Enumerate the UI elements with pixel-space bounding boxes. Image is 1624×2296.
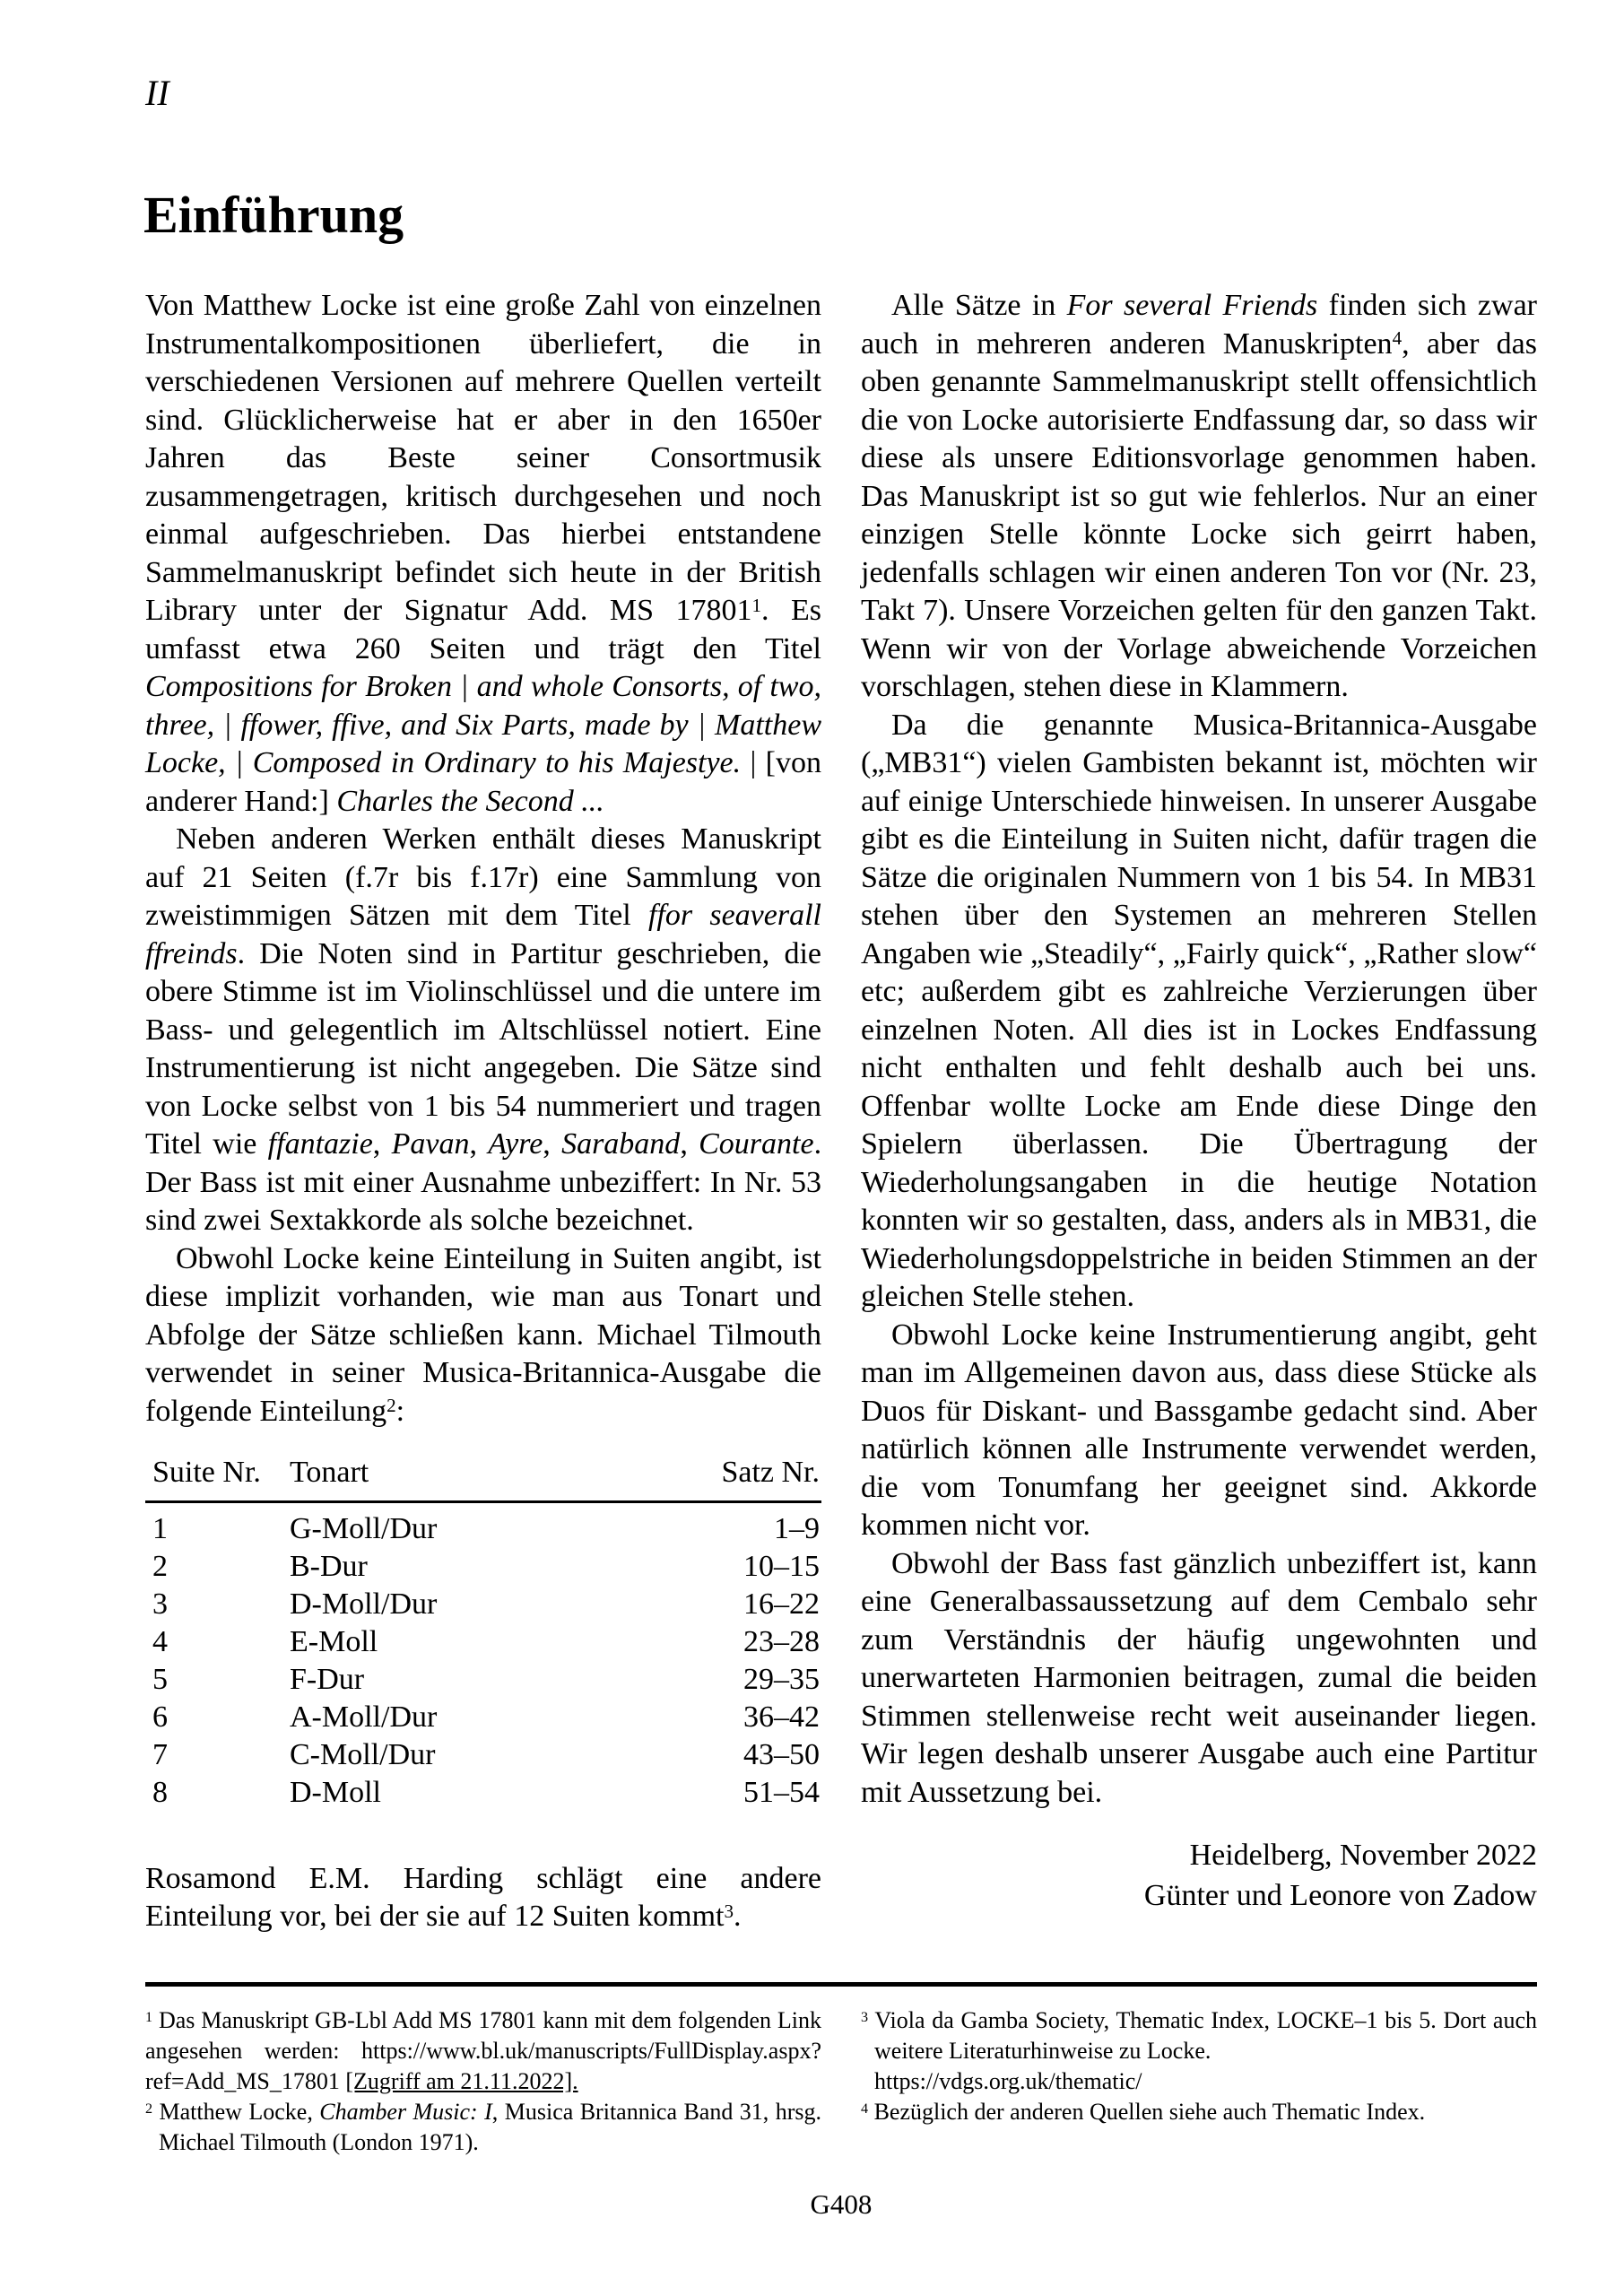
catalog-number: G408 (810, 2188, 873, 2220)
tonart-value: F-Dur (290, 1662, 365, 1696)
tonart-value: B-Dur (290, 1549, 368, 1583)
satz-range: 36–42 (743, 1700, 820, 1734)
suite-number: 3 (152, 1587, 168, 1621)
suite-number: 5 (152, 1662, 168, 1696)
column-header-suite-nr: Suite Nr. (145, 1454, 282, 1501)
suite-number: 7 (152, 1737, 168, 1771)
table-row (145, 1661, 821, 1699)
footnote-2: $^2$ Matthew Locke, Chamber Music: I, Musica Britannica Band 31, hrsg. Michael Tilmouth (London 1971). (145, 2099, 821, 2155)
table-row (145, 1774, 821, 1812)
satz-range: 43–50 (743, 1737, 820, 1771)
tonart-value: A-Moll/Dur (290, 1700, 438, 1734)
paragraph: Obwohl Locke keine Instrumentierung angibt, geht man im Allgemeinen davon aus, dass diese Stücke als Duos für Diskant- und Bassgambe gedacht sind. Aber natürlich können alle Instrumente verwendet werden, die vom Tonumfang her geeignet sind. Akkorde kommen nicht vor. (861, 1318, 1537, 1542)
footnote-3: $^3$ Viola da Gamba Society, Thematic Index, LOCKE–1 bis 5. Dort auch weitere Literaturhinweise zu Locke. https://vdgs.org.uk/thematic/ (861, 2007, 1537, 2094)
page-title: Einführung (143, 186, 404, 244)
suite-table (145, 1454, 821, 1812)
suite-number: 6 (152, 1700, 168, 1734)
table-header-row (145, 1454, 821, 1501)
paragraph: Obwohl Locke keine Einteilung in Suiten angibt, ist diese implizit vorhanden, wie man aus Tonart und Abfolge der Sätze schließen kann. Michael Tilmouth verwendet in seiner Musica-Britannica-Ausgabe die folgende Einteilung$^2$: (145, 1241, 821, 1428)
column-header-satz-nr: Satz Nr. (642, 1454, 821, 1501)
footnote-4: $^4$ Bezüglich der anderen Quellen siehe auch Thematic Index. (861, 2099, 1426, 2125)
footnotes (145, 2005, 1537, 2158)
satz-range: 51–54 (743, 1775, 820, 1809)
table-row (145, 1548, 821, 1586)
footnotes-left-column (145, 2005, 821, 2158)
satz-range: 10–15 (743, 1549, 820, 1583)
suite-number: 1 (152, 1511, 168, 1545)
column-header-tonart: Tonart (282, 1454, 642, 1501)
satz-range: 29–35 (743, 1662, 820, 1696)
signature-block (861, 1835, 1537, 1916)
suite-number: 8 (152, 1775, 168, 1809)
suite-number: 2 (152, 1549, 168, 1583)
paragraph: Alle Sätze in For several Friends finden sich zwar auch in mehreren anderen Manuskripten$^4$, aber das oben genannte Sammelmanuskript stellt offensichtlich die von Locke autorisierte Endfassung dar, so dass wir diese als unsere Editionsvorlage genommen haben. Das Manuskript ist so gut wie fehlerlos. Nur an einer einzigen Stelle könnte Locke sich geirrt haben, jedenfalls schlagen wir einen anderen Ton vor (Nr. 23, Takt 7). Unsere Vorzeichen gelten für den ganzen Takt. Wenn wir von der Vorlage abweichende Vorzeichen vorschlagen, stehen diese in Klammern. (861, 289, 1537, 703)
table-row (145, 1736, 821, 1774)
paragraph: Neben anderen Werken enthält dieses Manuskript auf 21 Seiten (f.7r bis f.17r) eine Sammlung von zweistimmigen Sätzen mit dem Titel ffor seaverall ffreinds. Die Noten sind in Partitur geschrieben, die obere Stimme ist im Violinschlüssel und die untere im Bass- und gelegentlich im Altschlüssel notiert. Eine Instrumentierung ist nicht angegeben. Die Sätze sind von Locke selbst von 1 bis 54 nummeriert und tragen Titel wie ffantazie, Pavan, Ayre, Saraband, Courante. Der Bass ist mit einer Ausnahme unbeziffert: In Nr. 53 sind zwei Sextakkorde als solche bezeichnet. (145, 822, 822, 1237)
satz-range: 16–22 (743, 1587, 820, 1621)
footnote-divider (145, 1982, 1537, 1987)
tonart-value: E-Moll (290, 1624, 378, 1658)
text-columns (145, 287, 1537, 1936)
signature-place-date: Heidelberg, November 2022 (1189, 1839, 1537, 1872)
paragraph: Da die genannte Musica-Britannica-Ausgabe („MB31“) vielen Gambisten bekannt ist, möchten wir auf einige Unterschiede hinweisen. In unserer Ausgabe gibt es die Einteilung in Suiten nicht, dafür tragen die Sätze die originalen Nummern von 1 bis 54. In MB31 stehen über den Systemen an mehreren Stellen Angaben wie „Steadily“, „Fairly quick“, „Rather slow“ etc; außerdem gibt es zahlreiche Verzierungen über einzelnen Noten. All dies ist in Lockes Endfassung nicht enthalten und fehlt deshalb auch bei uns. Offenbar wollte Locke am Ende diese Dinge den Spielern überlassen. Die Übertragung der Wiederholungsangaben in die heutige Notation konnten wir so gestalten, dass, anders als in MB31, die Wiederholungsdoppelstriche in beiden Stimmen an der gleichen Stelle stehen. (861, 708, 1537, 1313)
table-row (145, 1586, 821, 1623)
tonart-value: D-Moll/Dur (290, 1587, 438, 1621)
satz-range: 23–28 (743, 1624, 820, 1658)
tonart-value: G-Moll/Dur (290, 1511, 438, 1545)
left-column (145, 287, 821, 1936)
folio-number: II (145, 73, 169, 113)
table-row (145, 1699, 821, 1736)
paragraph: Von Matthew Locke ist eine große Zahl von einzelnen Instrumentalkompositionen überliefert, die in verschiedenen Versionen auf mehrere Quellen verteilt sind. Glücklicherweise hat er aber in den 1650er Jahren das Beste seiner Consortmusik zusammengetragen, kritisch durchgesehen und noch einmal aufgeschrieben. Das hierbei entstandene Sammelmanuskript befindet sich heute in der British Library unter der Signatur Add. MS 17801$^1$. Es umfasst etwa 260 Seiten und trägt den Titel Compositions for Broken | and whole Consorts, of two, three, | ffower, ffive, and Six Parts, made by | Matthew Locke, | Composed in Ordinary to his Majestye. | [von anderer Hand:] Charles the Second ... (145, 289, 822, 818)
footnote-1: $^1$ Das Manuskript GB-Lbl Add MS 17801 kann mit dem folgenden Link angesehen werden: https://www.bl.uk/manuscripts/FullDisplay.aspx?ref=Add_MS_17801 [Zugriff am 21.11.2022]. (145, 2007, 821, 2094)
paragraph: Rosamond E.M. Harding schlägt eine andere Einteilung vor, bei der sie auf 12 Suiten kommt$^3$. (145, 1861, 821, 1933)
satz-range: 1–9 (774, 1511, 820, 1545)
table-row (145, 1623, 821, 1661)
paragraph: Obwohl der Bass fast gänzlich unbeziffert ist, kann eine Generalbassaussetzung auf dem Cembalo sehr zum Verständnis der häufig ungewohnten und unerwarteten Harmonien beitragen, zumal die beiden Stimmen stellenweise recht weit auseinander liegen. Wir legen deshalb unserer Ausgabe auch eine Partitur mit Aussetzung bei. (861, 1546, 1537, 1809)
signature-authors: Günter und Leonore von Zadow (1143, 1879, 1537, 1912)
right-column (861, 287, 1537, 1936)
tonart-value: C-Moll/Dur (290, 1737, 436, 1771)
footnotes-right-column (861, 2005, 1537, 2158)
table-row (145, 1501, 821, 1548)
suite-number: 4 (152, 1624, 168, 1658)
tonart-value: D-Moll (290, 1775, 381, 1809)
